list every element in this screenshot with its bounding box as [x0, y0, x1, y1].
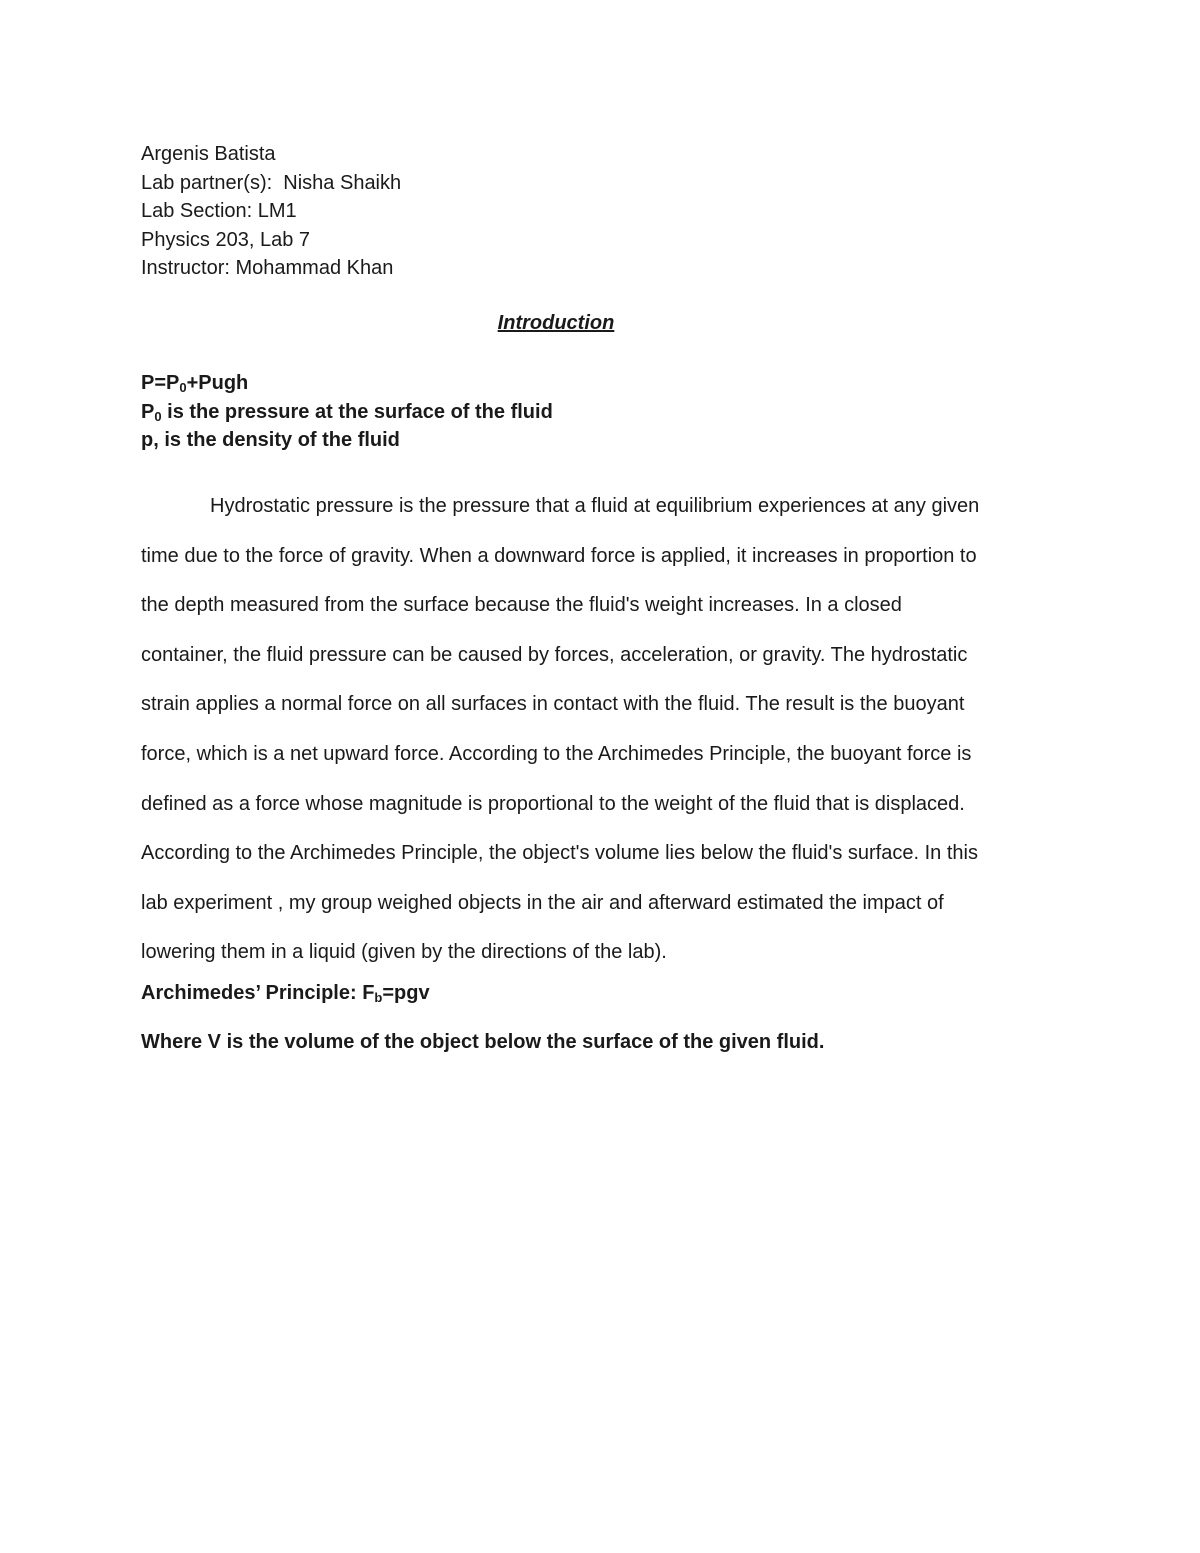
paragraph-line: defined as a force whose magnitude is proportional to the weight of the fluid that is displaced. — [141, 792, 965, 815]
paragraph-line: container, the fluid pressure can be caused by forces, acceleration, or gravity. The hydrostatic — [141, 643, 968, 666]
pressure-equation: $P=P_0+Pugh$ — [141, 372, 249, 395]
introduction-paragraph — [141, 482, 1061, 978]
density-definition: p, is the density of the fluid — [141, 429, 400, 451]
paragraph-line: force, which is a net upward force. According to the Archimedes Principle, the buoyant force is — [141, 742, 972, 765]
course-info: Physics 203, Lab 7 — [141, 228, 310, 251]
paragraph-line: Hydrostatic pressure is the pressure that a fluid at equilibrium experiences at any given — [210, 495, 980, 517]
lab-section: Lab Section: LM1 — [141, 200, 297, 222]
paragraph-line: According to the Archimedes Principle, the object's volume lies below the fluid's surface. In this — [141, 842, 978, 865]
paragraph-line: lab experiment , my group weighed objects in the air and afterward estimated the impact of — [141, 891, 944, 914]
volume-definition: Where V is the volume of the object below the surface of the given fluid. — [141, 1031, 825, 1053]
header-block — [141, 140, 401, 283]
author-name: Argenis Batista — [141, 143, 276, 165]
section-title: Introduction — [497, 312, 615, 334]
instructor: Instructor: Mohammad Khan — [141, 257, 394, 279]
paragraph-line: the depth measured from the surface because the fluid's weight increases. In a closed — [141, 594, 902, 617]
paragraph-line: lowering them in a liquid (given by the directions of the lab). — [141, 941, 667, 964]
formula-block — [141, 369, 553, 455]
lab-partners: Lab partner(s): Nisha Shaikh — [141, 171, 402, 194]
paragraph-line: time due to the force of gravity. When a downward force is applied, it increases in proportion to — [141, 544, 977, 567]
p0-definition: $P_0$ is the pressure at the surface of the fluid — [141, 400, 553, 424]
paragraph-line: strain applies a normal force on all surfaces in contact with the fluid. The result is the buoyant — [141, 693, 965, 716]
archimedes-principle: Archimedes’ Principle: $F_b=pgv$ — [141, 982, 430, 1005]
